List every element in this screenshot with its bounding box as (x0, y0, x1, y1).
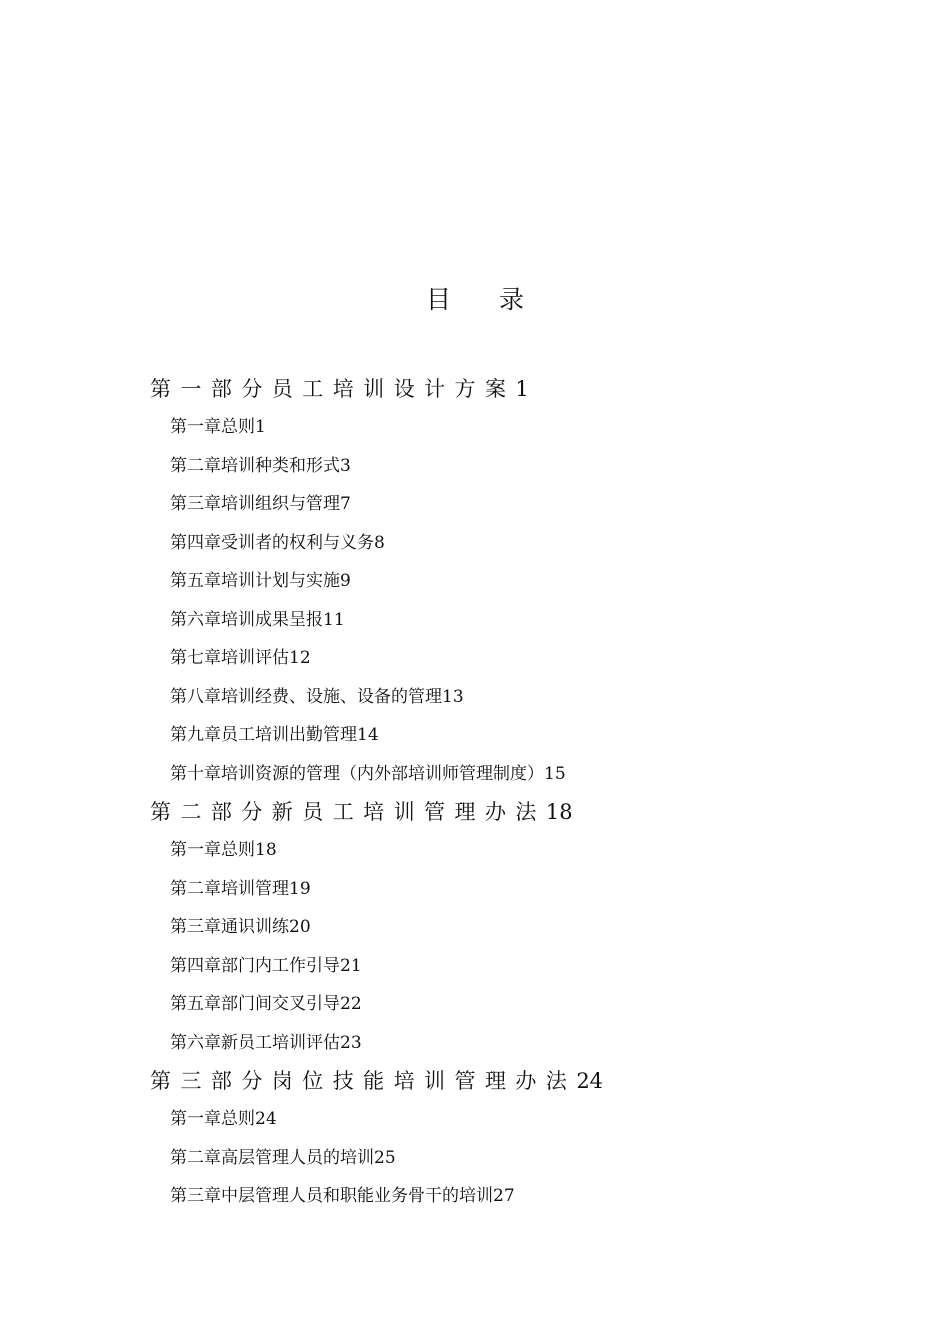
toc-part-1-page: 1 (515, 377, 529, 401)
toc-part-2-page: 18 (545, 800, 573, 824)
toc-chapter[interactable]: 第四章受训者的权利与义务8 (170, 532, 385, 553)
toc-chapter[interactable]: 第六章培训成果呈报11 (170, 609, 345, 630)
toc-list (150, 370, 910, 1216)
toc-part-1[interactable] (150, 370, 910, 408)
toc-part-2[interactable] (150, 793, 910, 831)
toc-part-3-page: 24 (576, 1069, 604, 1093)
toc-part-1-label: 第一部分员工培训设计方案 (150, 377, 516, 401)
toc-title: 目录 (425, 285, 572, 314)
toc-chapter[interactable]: 第八章培训经费、设施、设备的管理13 (170, 686, 464, 707)
toc-chapter[interactable]: 第六章新员工培训评估23 (170, 1032, 362, 1053)
toc-chapter[interactable]: 第一章总则18 (170, 840, 277, 860)
toc-part-3-label: 第三部分岗位技能培训管理办法 (150, 1069, 577, 1093)
toc-chapter[interactable]: 第二章培训管理19 (170, 878, 311, 899)
toc-chapter[interactable]: 第九章员工培训出勤管理14 (170, 725, 379, 745)
toc-chapter[interactable]: 第三章培训组织与管理7 (170, 494, 351, 514)
toc-chapter[interactable]: 第七章培训评估12 (170, 648, 311, 668)
toc-chapter[interactable]: 第三章通识训练20 (170, 917, 311, 937)
toc-chapter[interactable]: 第一章总则1 (170, 417, 266, 437)
toc-chapter[interactable]: 第四章部门内工作引导21 (170, 955, 362, 976)
toc-chapter[interactable]: 第五章部门间交叉引导22 (170, 994, 362, 1014)
toc-chapter[interactable]: 第二章培训种类和形式3 (170, 455, 351, 476)
toc-chapter[interactable]: 第一章总则24 (170, 1109, 277, 1129)
toc-part-3[interactable] (150, 1062, 910, 1100)
toc-chapter[interactable]: 第十章培训资源的管理（内外部培训师管理制度）15 (170, 763, 566, 784)
toc-chapter[interactable]: 第五章培训计划与实施9 (170, 571, 351, 591)
toc-chapter[interactable]: 第二章高层管理人员的培训25 (170, 1147, 396, 1168)
toc-part-2-label: 第二部分新员工培训管理办法 (150, 800, 546, 824)
toc-chapter[interactable]: 第三章中层管理人员和职能业务骨干的培训27 (170, 1186, 515, 1206)
